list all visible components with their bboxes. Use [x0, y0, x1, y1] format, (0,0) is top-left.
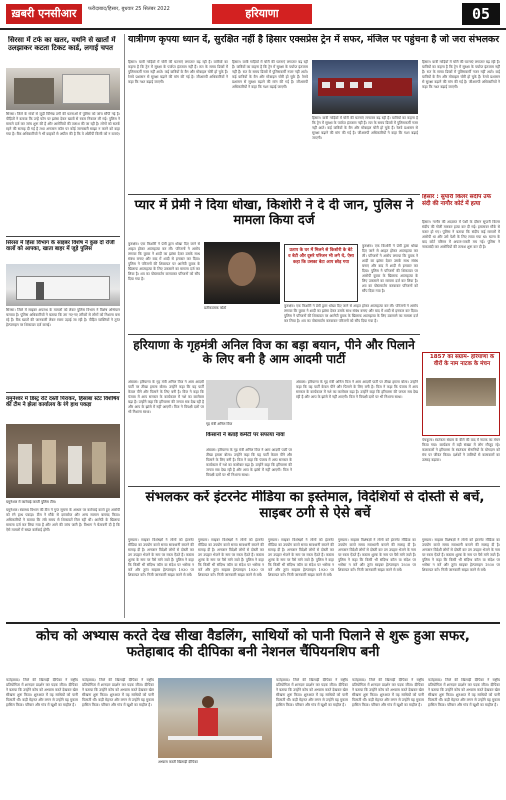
cyber-story-headline: संभलकर करें इंटरनेट मीडिया का इस्तेमाल, विदेशियों से दोस्ती से बचें, साइबर ठगी से ऐसे बचें: [145, 490, 485, 521]
cyber-story-body-2: गुरुग्राम। साइबर विशेषज्ञों ने लोगों को इंटरनेट मीडिया का उपयोग करते समय सावधानी बरतने की सलाह दी है। अनजान विदेशी लोगों से दोस्ती कर ठग उपहार भेजने के नाम पर रकम ऐंठते हैं। कस्टम शुल्क के नाम पर पैसे मांगे जाते हैं। पुलिस ने कहा कि किसी भी संदिग्ध कॉल या संदेश पर भरोसा न करें और तुरंत साइबर हेल्पलाइन 1930 पर शिकायत करें। निजी जानकारी साझा करने से बचें।: [198, 538, 264, 577]
left-story-3-photo: [6, 424, 120, 498]
deepika-photo: [158, 678, 272, 758]
divider: [128, 486, 500, 487]
rail-story-body-2: हिसार। यात्री गाड़ियों में चोरी की घटनाएं लगातार बढ़ रही हैं। यात्रियों का कहना है कि ट्रेन में सुरक्षा के पर्याप्त इंतजाम नहीं हैं। रात के समय डिब्बों में पुलिसकर्मी नजर नहीं आते। कई यात्रियों के बैग और मोबाइल चोरी हो चुके हैं। रेलवे प्रशासन से सुरक्षा बढ़ाने की मांग की गई है। जीआरपी अधिकारियों ने कहा कि गश्त बढ़ाई जाएगी।: [232, 60, 308, 89]
love-story-headline: प्यार में प्रेमी ने दिया धोखा, किशोरी ने दे दी जान, पुलिस ने मामला किया दर्ज: [134, 198, 414, 229]
divider: [6, 392, 120, 393]
left-story-3-caption: यमुनेश्वर में कार्रवाई करती पुलिस टीम।: [6, 500, 57, 504]
love-story-pull-quote: प्रताप के घर में मिलने से किशोरी के बेटे व बेटी और दूसरे परिजन भी लगे थे, ऐसा कहा कि उसका बेटा आप छोड़ गया: [284, 244, 358, 302]
vij-story-body-3: अंबाला। हरियाणा के गृह मंत्री अनिल विज ने आम आदमी पार्टी पर तीखा हमला बोला। उन्होंने कहा कि यह पार्टी केवल पीने और पिलाने के लिए बनी है। विज ने कहा कि पंजाब में आप सरकार के कार्यकाल में नशे का कारोबार बढ़ा है। उन्होंने कहा कि हरियाणा की जनता सब देख रही है और आप के झांसे में नहीं आएगी। विज ने विपक्षी दलों पर भी निशाना साधा।: [206, 448, 292, 477]
love-story-body-2: कुरुक्षेत्र। एक किशोरी ने प्रेमी द्वारा धोखा दिए जाने से आहत होकर आत्महत्या कर ली। परिजनों ने आरोप लगाया कि युवक ने शादी का झांसा देकर उसके साथ संबंध बनाए और बाद में शादी से इनकार कर दिया। पुलिस ने परिजनों की शिकायत पर आरोपी युवक के खिलाफ आत्महत्या के लिए उकसाने का मामला दर्ज कर लिया है। शव का पोस्टमार्टम करवाकर परिजनों को सौंप दिया गया है।: [284, 304, 418, 323]
column-divider: [124, 34, 125, 618]
left-story-2-headline: सिरसा में हिसा विभाग के साइबर विशेष ने कुछ दो रोजी वालों को आपका, खाता बाहर में जुड़े पुलिस: [6, 240, 115, 253]
love-story-body: कुरुक्षेत्र। एक किशोरी ने प्रेमी द्वारा धोखा दिए जाने से आहत होकर आत्महत्या कर ली। परिजनों ने आरोप लगाया कि युवक ने शादी का झांसा देकर उसके साथ संबंध बनाए और बाद में शादी से इनकार कर दिया। पुलिस ने परिजनों की शिकायत पर आरोपी युवक के खिलाफ आत्महत्या के लिए उकसाने का मामला दर्ज कर लिया है। शव का पोस्टमार्टम करवाकर परिजनों को सौंप दिया गया है।: [128, 242, 200, 281]
divider: [6, 622, 500, 624]
lead-headline: यात्रीगण कृपया ध्यान दें, सुरक्षित नहीं है हिसार एक्सप्रेस ट्रेन में सफर, मंजिल पर पहुंचना है जो जरा संभलकर: [128, 34, 500, 45]
left-story-headline: सिरसा में टर्फ का खतर, यथनि से खातों में उलझाकर कटता टिकट कार्ड, लगाई चपत: [8, 36, 116, 53]
love-story-caption: प्रतीकात्मक फोटो: [204, 306, 227, 310]
vij-story-body: अंबाला। हरियाणा के गृह मंत्री अनिल विज ने आम आदमी पार्टी पर तीखा हमला बोला। उन्होंने कहा कि यह पार्टी केवल पीने और पिलाने के लिए बनी है। विज ने कहा कि पंजाब में आप सरकार के कार्यकाल में नशे का कारोबार बढ़ा है। उन्होंने कहा कि हरियाणा की जनता सब देख रही है और आप के झांसे में नहीं आएगी। विज ने विपक्षी दलों पर भी निशाना साधा।: [128, 380, 204, 414]
divider: [6, 236, 120, 237]
divider: [128, 334, 420, 335]
rail-story-body-3: हिसार। यात्री गाड़ियों में चोरी की घटनाएं लगातार बढ़ रही हैं। यात्रियों का कहना है कि ट्रेन में सुरक्षा के पर्याप्त इंतजाम नहीं हैं। रात के समय डिब्बों में पुलिसकर्मी नजर नहीं आते। कई यात्रियों के बैग और मोबाइल चोरी हो चुके हैं। रेलवे प्रशासन से सुरक्षा बढ़ाने की मांग की गई है। जीआरपी अधिकारियों ने कहा कि गश्त बढ़ाई जाएगी।: [312, 116, 418, 140]
deepika-story-body-5: फतेहाबाद। जिले की खिलाड़ी दीपिका ने राष्ट्रीय प्रतियोगिता में शानदार प्रदर्शन कर पदक जीता। दीपिका ने बताया कि उन्होंने कोच को अभ्यास करते देखकर खेल सीखना शुरू किया। शुरुआत में वह साथियों को पानी पिलाती थीं। कड़ी मेहनत और लगन से उन्होंने यह मुकाम हासिल किया। परिवार और गांव में खुशी का माहौल है।: [428, 678, 500, 707]
masthead: [0, 0, 506, 30]
vij-photo-caption: गृह मंत्री अनिल विज: [206, 422, 233, 426]
love-story-photo: [204, 242, 280, 304]
right-box-photo: [426, 378, 496, 406]
vij-story-subhead: किसानों ने बताई कमेटी पर सफाया नावा: [206, 432, 285, 438]
left-story-photo: [6, 68, 120, 110]
left-story-3-headline: यमुनेश्वर में डिस्ट्र रोटे दस्ती पिराकर, हिसाबा स्टेट विशेषिय की टीम ने झेला कार्यालय के रंगे हाथ पकड़ा: [6, 396, 120, 409]
cyber-story-body-5: गुरुग्राम। साइबर विशेषज्ञों ने लोगों को इंटरनेट मीडिया का उपयोग करते समय सावधानी बरतने की सलाह दी है। अनजान विदेशी लोगों से दोस्ती कर ठग उपहार भेजने के नाम पर रकम ऐंठते हैं। कस्टम शुल्क के नाम पर पैसे मांगे जाते हैं। पुलिस ने कहा कि किसी भी संदिग्ध कॉल या संदेश पर भरोसा न करें और तुरंत साइबर हेल्पलाइन 1930 पर शिकायत करें। निजी जानकारी साझा करने से बचें।: [422, 538, 500, 572]
left-story-2-photo: [6, 264, 120, 306]
cyber-story-body-4: गुरुग्राम। साइबर विशेषज्ञों ने लोगों को इंटरनेट मीडिया का उपयोग करते समय सावधानी बरतने की सलाह दी है। अनजान विदेशी लोगों से दोस्ती कर ठग उपहार भेजने के नाम पर रकम ऐंठते हैं। कस्टम शुल्क के नाम पर पैसे मांगे जाते हैं। पुलिस ने कहा कि किसी भी संदिग्ध कॉल या संदेश पर भरोसा न करें और तुरंत साइबर हेल्पलाइन 1930 पर शिकायत करें। निजी जानकारी साझा करने से बचें।: [338, 538, 416, 572]
vij-story-body-2: अंबाला। हरियाणा के गृह मंत्री अनिल विज ने आम आदमी पार्टी पर तीखा हमला बोला। उन्होंने कहा कि यह पार्टी केवल पीने और पिलाने के लिए बनी है। विज ने कहा कि पंजाब में आप सरकार के कार्यकाल में नशे का कारोबार बढ़ा है। उन्होंने कहा कि हरियाणा की जनता सब देख रही है और आप के झांसे में नहीं आएगी। विज ने विपक्षी दलों पर भी निशाना साधा।: [296, 380, 418, 399]
right-box-body: पंचकूला। स्वतंत्रता संग्राम के वीरों की याद में नाटक का मंचन किया गया। कार्यक्रम में बड़ी संख्या में लोग मौजूद रहे। कलाकारों ने हरियाणा के स्वतंत्रता सेनानियों के योगदान को मंच पर जीवंत किया। दर्शकों ने तालियों से कलाकारों का उत्साह बढ़ाया।: [422, 438, 500, 462]
love-story-body-3: कुरुक्षेत्र। एक किशोरी ने प्रेमी द्वारा धोखा दिए जाने से आहत होकर आत्महत्या कर ली। परिजनों ने आरोप लगाया कि युवक ने शादी का झांसा देकर उसके साथ संबंध बनाए और बाद में शादी से इनकार कर दिया। पुलिस ने परिजनों की शिकायत पर आरोपी युवक के खिलाफ आत्महत्या के लिए उकसाने का मामला दर्ज कर लिया है। शव का पोस्टमार्टम करवाकर परिजनों को सौंप दिया गया है।: [362, 244, 418, 293]
deepika-story-body-3: फतेहाबाद। जिले की खिलाड़ी दीपिका ने राष्ट्रीय प्रतियोगिता में शानदार प्रदर्शन कर पदक जीता। दीपिका ने बताया कि उन्होंने कोच को अभ्यास करते देखकर खेल सीखना शुरू किया। शुरुआत में वह साथियों को पानी पिलाती थीं। कड़ी मेहनत और लगन से उन्होंने यह मुकाम हासिल किया। परिवार और गांव में खुशी का माहौल है।: [276, 678, 348, 707]
right-box-headline: 1857 का संग्राम- हरियाणा के वीरों के नाम नाटक के मंचन: [429, 354, 495, 367]
deepika-story-body-2: फतेहाबाद। जिले की खिलाड़ी दीपिका ने राष्ट्रीय प्रतियोगिता में शानदार प्रदर्शन कर पदक जीता। दीपिका ने बताया कि उन्होंने कोच को अभ्यास करते देखकर खेल सीखना शुरू किया। शुरुआत में वह साथियों को पानी पिलाती थीं। कड़ी मेहनत और लगन से उन्होंने यह मुकाम हासिल किया। परिवार और गांव में खुशी का माहौल है।: [82, 678, 154, 707]
deepika-story-headline: कोच को अभ्यास करते देख सीखा वैडलिंग, साथियों को पानी पिलाने से शुरू हुआ सफर, फतेहाबाद की दीपिका बनी नेशनल चैंपियनशिप बनी: [36, 628, 470, 661]
dateline: फरीदाबाद/हिसार, बुधवार 25 सितंबर 2022: [88, 6, 170, 12]
top-right-column: हिसार। यात्री गाड़ियों में चोरी की घटनाएं लगातार बढ़ रही हैं। यात्रियों का कहना है कि ट्रेन में सुरक्षा के पर्याप्त इंतजाम नहीं हैं। रात के समय डिब्बों में पुलिसकर्मी नजर नहीं आते। कई यात्रियों के बैग और मोबाइल चोरी हो चुके हैं। रेलवे प्रशासन से सुरक्षा बढ़ाने की मांग की गई है। जीआरपी अधिकारियों ने कहा कि गश्त बढ़ाई जाएगी।: [422, 60, 500, 89]
killer-story-body: हिसार। नागौर की अदालत में पेशी के दौरान सुपारी किलर संदीप की गोली मारकर हत्या कर दी गई। हमलावर मौके से फरार हो गए। पुलिस ने बताया कि संदीप कई मामलों में आरोपी था और उसे पेशी के लिए लाया गया था। घटना के बाद कोर्ट परिसर में अफरा-तफरी मच गई। पुलिस ने नाकाबंदी कर आरोपियों की तलाश शुरू कर दी है।: [422, 220, 500, 249]
section-name: हरियाणा: [212, 4, 312, 24]
cyber-story-body-3: गुरुग्राम। साइबर विशेषज्ञों ने लोगों को इंटरनेट मीडिया का उपयोग करते समय सावधानी बरतने की सलाह दी है। अनजान विदेशी लोगों से दोस्ती कर ठग उपहार भेजने के नाम पर रकम ऐंठते हैं। कस्टम शुल्क के नाम पर पैसे मांगे जाते हैं। पुलिस ने कहा कि किसी भी संदिग्ध कॉल या संदेश पर भरोसा न करें और तुरंत साइबर हेल्पलाइन 1930 पर शिकायत करें। निजी जानकारी साझा करने से बचें।: [268, 538, 334, 577]
left-story-2-body: सिरसा। जिले में साइबर अपराध के मामलों को लेकर पुलिस विभाग ने विशेष अभियान चलाया है। पुलिस अधिकारियों ने बताया कि ठग नए-नए तरीकों से लोगों को निशाना बना रहे हैं। बैंक खातों की जानकारी लेकर रकम उड़ाई जा रही है। पीड़ित व्यक्तियों ने तुरंत हेल्पलाइन पर शिकायत दर्ज कराई।: [6, 308, 120, 327]
page-number: 05: [462, 3, 500, 25]
deepika-photo-caption: अभ्यास करती खिलाड़ी दीपिका: [158, 760, 198, 764]
newspaper-logo: ख़बरी एनसीआर: [6, 4, 82, 24]
rail-story-body: हिसार। यात्री गाड़ियों में चोरी की घटनाएं लगातार बढ़ रही हैं। यात्रियों का कहना है कि ट्रेन में सुरक्षा के पर्याप्त इंतजाम नहीं हैं। रात के समय डिब्बों में पुलिसकर्मी नजर नहीं आते। कई यात्रियों के बैग और मोबाइल चोरी हो चुके हैं। रेलवे प्रशासन से सुरक्षा बढ़ाने की मांग की गई है। जीआरपी अधिकारियों ने कहा कि गश्त बढ़ाई जाएगी।: [128, 60, 228, 84]
cyber-story-body: गुरुग्राम। साइबर विशेषज्ञों ने लोगों को इंटरनेट मीडिया का उपयोग करते समय सावधानी बरतने की सलाह दी है। अनजान विदेशी लोगों से दोस्ती कर ठग उपहार भेजने के नाम पर रकम ऐंठते हैं। कस्टम शुल्क के नाम पर पैसे मांगे जाते हैं। पुलिस ने कहा कि किसी भी संदिग्ध कॉल या संदेश पर भरोसा न करें और तुरंत साइबर हेल्पलाइन 1930 पर शिकायत करें। निजी जानकारी साझा करने से बचें।: [128, 538, 194, 577]
left-story-3-body: यमुनेश्वर। स्वास्थ्य विभाग की टीम ने गुप्त सूचना के आधार पर कार्रवाई करते हुए आरोपी को रंगे हाथ पकड़ा। टीम ने मौके से दस्तावेज और अन्य सामान बरामद किया। अधिकारियों ने बताया कि लंबे समय से शिकायतें मिल रही थीं। आरोपी के खिलाफ मामला दर्ज कर लिया गया है और आगे की जांच जारी है। विभाग ने चेतावनी दी है कि ऐसे मामलों में सख्त कार्रवाई होगी।: [6, 508, 120, 532]
deepika-story-body: फतेहाबाद। जिले की खिलाड़ी दीपिका ने राष्ट्रीय प्रतियोगिता में शानदार प्रदर्शन कर पदक जीता। दीपिका ने बताया कि उन्होंने कोच को अभ्यास करते देखकर खेल सीखना शुरू किया। शुरुआत में वह साथियों को पानी पिलाती थीं। कड़ी मेहनत और लगन से उन्होंने यह मुकाम हासिल किया। परिवार और गांव में खुशी का माहौल है।: [6, 678, 78, 707]
killer-story-headline: हिसार : सुपारी किलर संदीप उर्फ संदी की नागौर कोर्ट में हत्या: [422, 194, 492, 207]
train-photo: [312, 60, 418, 114]
vij-story-headline: हरियाणा के गृहमंत्री अनिल विज का बड़ा बयान, पीने और पिलाने के लिए बनी है आम आदमी पार्टी: [133, 338, 415, 367]
divider: [128, 194, 420, 195]
deepika-story-body-4: फतेहाबाद। जिले की खिलाड़ी दीपिका ने राष्ट्रीय प्रतियोगिता में शानदार प्रदर्शन कर पदक जीता। दीपिका ने बताया कि उन्होंने कोच को अभ्यास करते देखकर खेल सीखना शुरू किया। शुरुआत में वह साथियों को पानी पिलाती थीं। कड़ी मेहनत और लगन से उन्होंने यह मुकाम हासिल किया। परिवार और गांव में खुशी का माहौल है।: [352, 678, 424, 707]
left-story-body: सिरसा। जिले के गांवों से जुड़ी विभिन्न ठगी की घटनाओं में पुलिस को जांच सौंपी गई है। पीड़ितों ने बताया कि उन्हें फोन पर झांसा देकर खातों से रकम निकाल ली गई। पुलिस ने मामले दर्ज कर जांच शुरू की है और आरोपियों की तलाश की जा रही है। लोगों को सतर्क रहने की सलाह दी गई है तथा अनजान कॉल पर कोई जानकारी साझा न करने को कहा गया है। बैंक अधिकारियों ने भी ग्राहकों से अपील की है कि वे ओटीपी किसी को न बताएं।: [6, 112, 120, 136]
vij-photo: [206, 380, 292, 420]
